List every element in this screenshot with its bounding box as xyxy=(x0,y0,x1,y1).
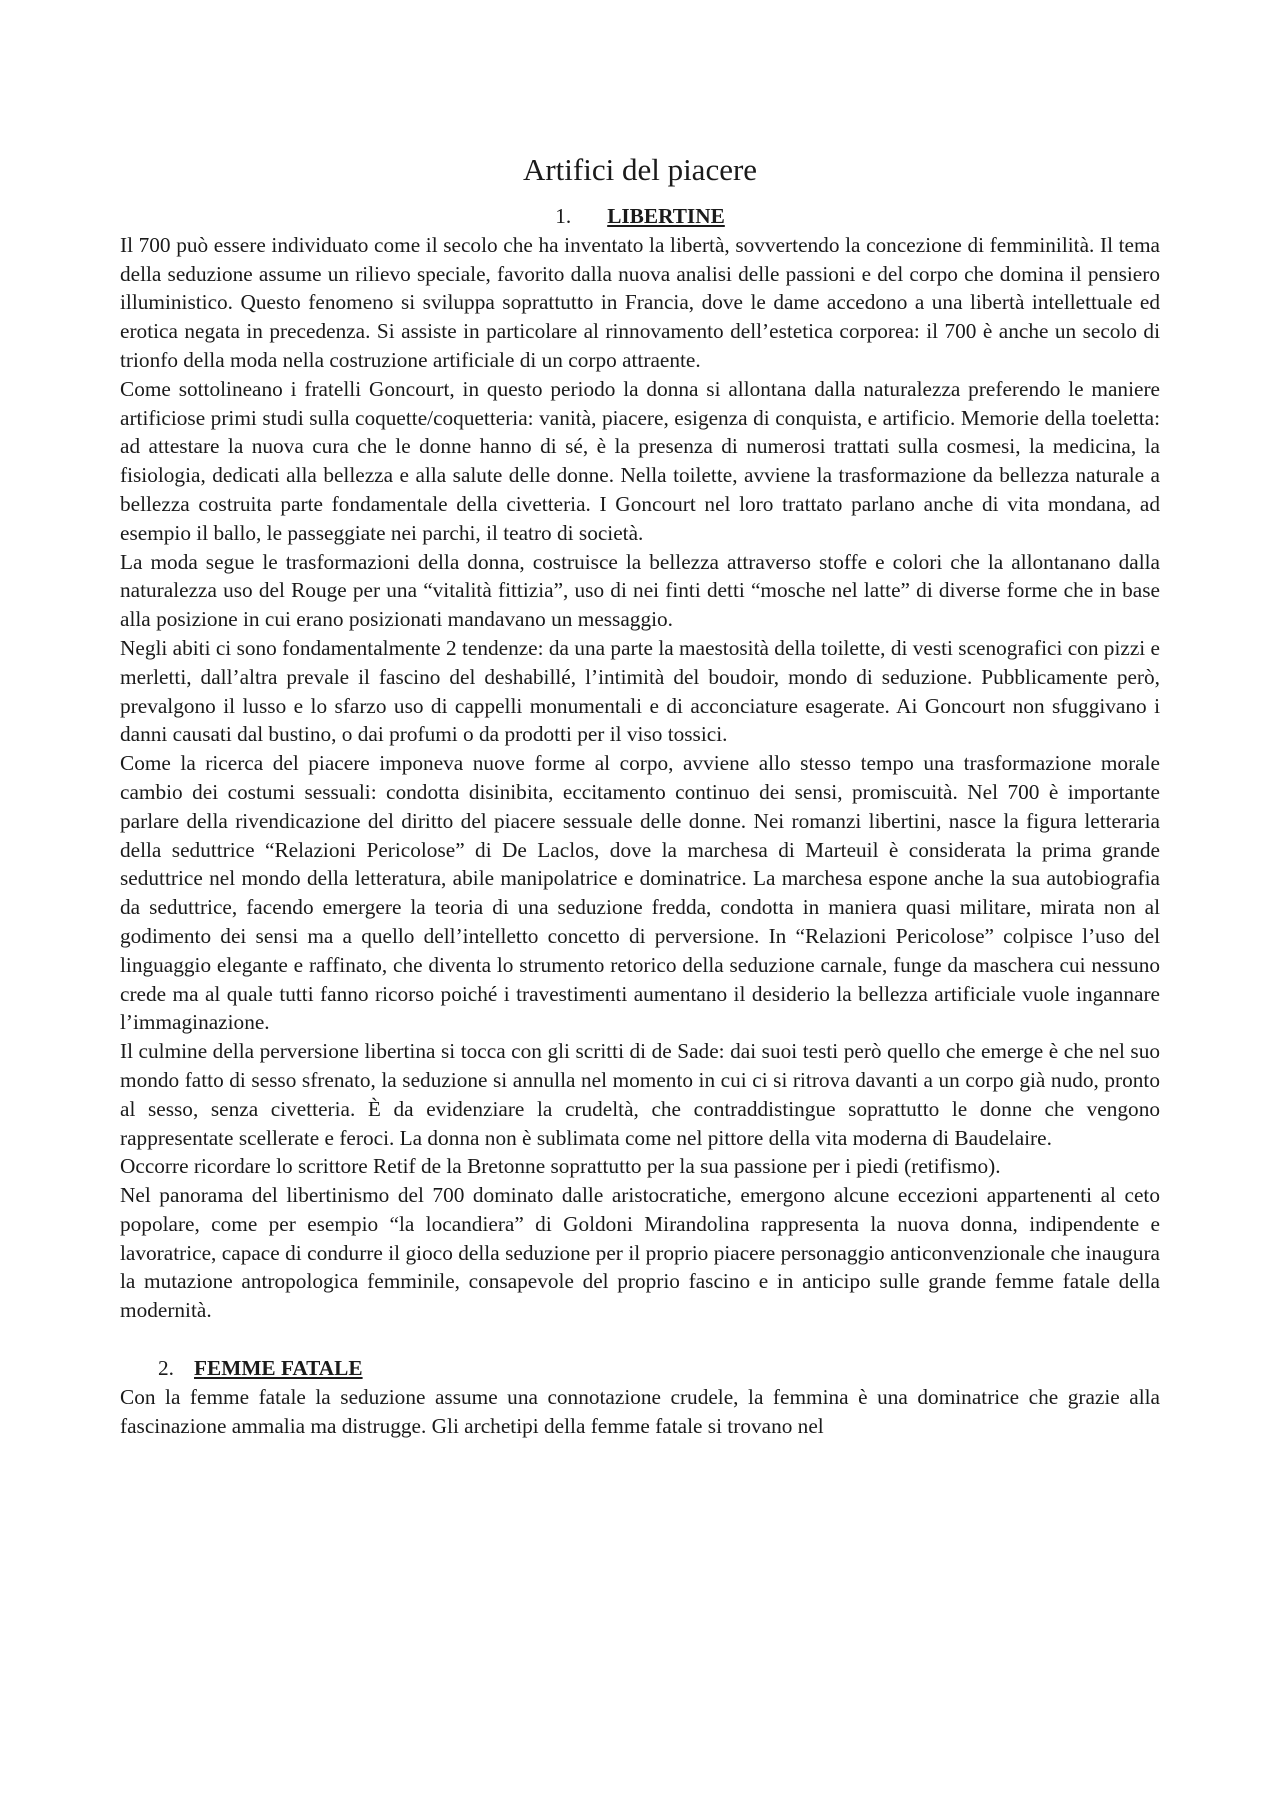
section-heading xyxy=(120,1354,1160,1383)
paragraph: Il culmine della perversione libertina si tocca con gli scritti di de Sade: dai suoi testi però quello che emerge è che nel suo mondo fatto di sesso sfrenato, la seduzione si annulla nel momento in cui ci si ritrova davanti a un corpo già nudo, pronto al sesso, senza civetteria. È da evidenziare la crudeltà, che contraddistingue soprattutto le donne che vengono rappresentate scellerate e feroci. La donna non è sublimata come nel pittore della vita moderna di Baudelaire. xyxy=(120,1039,1160,1150)
paragraph: Con la femme fatale la seduzione assume una connotazione crudele, la femmina è una dominatrice che grazie alla fascinazione ammalia ma distrugge. Gli archetipi della femme fatale si trovano nel xyxy=(120,1384,1160,1438)
section-heading xyxy=(120,202,1160,231)
section-number: 1. xyxy=(555,204,572,228)
paragraph: Negli abiti ci sono fondamentalmente 2 tendenze: da una parte la maestosità della toilette, di vesti scenografici con pizzi e merletti, dall’altra prevale il fascino del deshabillé, l’intimità del boudoir, mondo di seduzione. Pubblicamente però, prevalgono il lusso e lo sfarzo uso di cappelli monumentali e di acconciature esagerate. Ai Goncourt non sfuggivano i danni causati dal bustino, o dai profumi o da prodotti per il viso tossici. xyxy=(120,635,1160,747)
document-title: Artifici del piacere xyxy=(522,152,758,187)
paragraph: Nel panorama del libertinismo del 700 dominato dalle aristocratiche, emergono alcune eccezioni appartenenti al ceto popolare, come per esempio “la locandiera” di Goldoni Mirandolina rappresenta la nuova donna, indipendente e lavoratrice, capace di condurre il gioco della seduzione per il proprio piacere personaggio anticonvenzionale che inaugura la mutazione antropologica femminile, consapevole del proprio fascino e in anticipo sulle grande femme fatale della modernità. xyxy=(120,1183,1160,1323)
paragraph: Il 700 può essere individuato come il secolo che ha inventato la libertà, sovvertendo la concezione di femminilità. Il tema della seduzione assume un rilievo speciale, favorito dalla nuova analisi delle passioni e del corpo che domina il pensiero illuministico. Questo fenomeno si sviluppa soprattutto in Francia, dove le dame accedono a una libertà intellettuale ed erotica negata in precedenza. Si assiste in particolare al rinnovamento dell’estetica corporea: il 700 è anche un secolo di trionfo della moda nella costruzione artificiale di un corpo attraente. xyxy=(120,232,1160,372)
document-body xyxy=(120,150,1160,1440)
section-number: 2. xyxy=(158,1356,174,1381)
paragraph: Come la ricerca del piacere imponeva nuove forme al corpo, avviene allo stesso tempo una trasformazione morale cambio dei costumi sessuali: condotta disinibita, eccitamento continuo dei sensi, promiscuità. Nel 700 è importante parlare della rivendicazione del diritto del piacere sessuale delle donne. Nei romanzi libertini, nasce la figura letteraria della seduttrice “Relazioni Pericolose” di De Laclos, dove la marchesa di Marteuil è considerata la prima grande seduttrice nel mondo della letteratura, abile manipolatrice e dominatrice. La marchesa espone anche la sua autobiografia da seduttrice, facendo emergere la teoria di una seduzione fredda, condotta in maniera quasi militare, mirata non al godimento dei sensi ma a quello dell’intelletto concetto di perversione. In “Relazioni Pericolose” colpisce l’uso del linguaggio elegante e raffinato, che diventa lo strumento retorico della seduzione carnale, funge da maschera cui nessuno crede ma al quale tutti fanno ricorso poiché i travestimenti aumentano il desiderio la bellezza artificiale vuole ingannare l’immaginazione. xyxy=(120,751,1160,1035)
section-femme-fatale xyxy=(120,1354,1160,1440)
section-libertine xyxy=(120,202,1160,1325)
paragraph: La moda segue le trasformazioni della donna, costruisce la bellezza attraverso stoffe e colori che la allontanano dalla naturalezza uso del Rouge per una “vitalità fittizia”, uso di nei finti detti “mosche nel latte” di diverse forme che in base alla posizione in cui erano posizionati mandavano un messaggio. xyxy=(120,549,1160,632)
paragraph: Occorre ricordare lo scrittore Retif de la Bretonne soprattutto per la sua passione per i piedi (retifismo). xyxy=(120,1154,1001,1179)
paragraph: Come sottolineano i fratelli Goncourt, in questo periodo la donna si allontana dalla naturalezza preferendo le maniere artificiose primi studi sulla coquette/coquetteria: vanità, piacere, esigenza di conquista, e artificio. Memorie della toeletta: ad attestare la nuova cura che le donne hanno di sé, è la presenza di numerosi trattati sulla cosmesi, la medicina, la fisiologia, dedicati alla bellezza e alla salute delle donne. Nella toilette, avviene la trasformazione da bellezza naturale a bellezza costruita parte fondamentale della civetteria. I Goncourt nel loro trattato parlano anche di vita mondana, ad esempio il ballo, le passeggiate nei parchi, il teatro di società. xyxy=(120,376,1160,545)
section-title: FEMME FATALE xyxy=(194,1356,363,1381)
section-title: LIBERTINE xyxy=(607,204,725,228)
